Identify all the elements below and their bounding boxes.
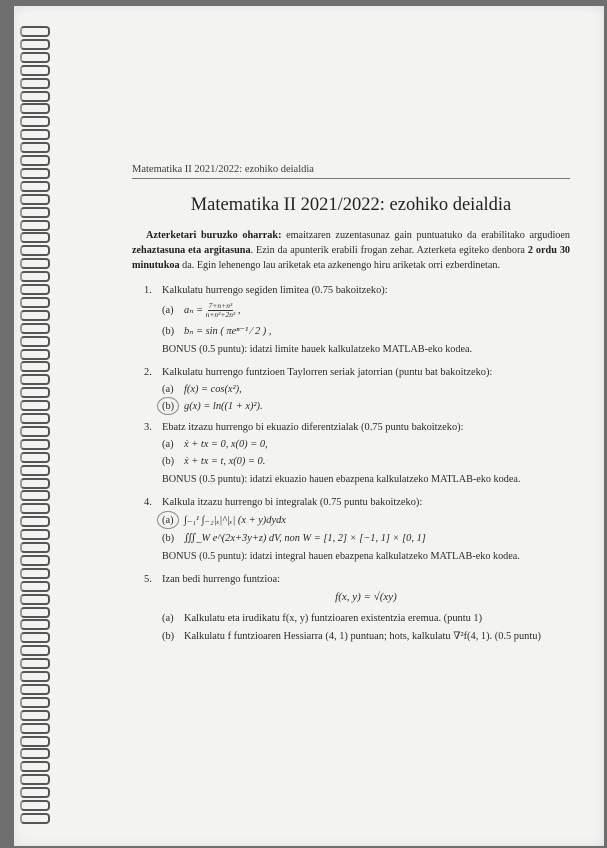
binding-ring — [20, 555, 50, 566]
binding-ring — [20, 116, 50, 127]
binding-ring — [20, 671, 50, 682]
question-text: Kalkulatu hurrengo segiden limitea (0.75 bakoitzeko): — [162, 285, 388, 296]
math-expression: bₙ = sin ( πeⁿ⁻¹ ⁄ 2 ) , — [184, 326, 272, 337]
binding-ring — [20, 645, 50, 656]
binding-ring — [20, 439, 50, 450]
binding-ring — [20, 426, 50, 437]
binding-ring — [20, 568, 50, 579]
binding-ring — [20, 774, 50, 785]
binding-ring — [20, 503, 50, 514]
math-expression: ẋ + tx = 0, x(0) = 0, — [184, 439, 268, 450]
question-3 — [132, 422, 570, 487]
subquestion-3a — [162, 439, 570, 450]
question-text: Izan bedi hurrengo funtzioa: — [162, 574, 281, 585]
math-suffix: , — [237, 304, 241, 316]
math-expression: f(x) = cos(x²), — [184, 384, 242, 395]
binding-ring — [20, 452, 50, 463]
notice-lead: Azterketari buruzko oharrak: — [146, 230, 282, 241]
subquestion-2b — [162, 401, 570, 412]
binding-ring — [20, 232, 50, 243]
sub-label: (b) — [162, 401, 175, 412]
binding-ring — [20, 194, 50, 205]
fraction-numerator: 7+n+n³ — [208, 301, 233, 310]
binding-ring — [20, 542, 50, 553]
subquestion-text: Kalkulatu eta irudikatu f(x, y) funtzioaren existentzia eremua. (puntu 1) — [184, 613, 483, 624]
subquestion-3b — [162, 456, 570, 467]
running-head: Matematika II 2021/2022: ezohiko deialdia — [132, 164, 570, 179]
binding-ring — [20, 207, 50, 218]
binding-ring — [20, 490, 50, 501]
binding-ring — [20, 594, 50, 605]
subquestion-4a — [162, 514, 570, 526]
binding-ring — [20, 684, 50, 695]
question-list — [132, 285, 570, 642]
question-number: 3. — [144, 422, 152, 433]
binding-ring — [20, 413, 50, 424]
binding-ring — [20, 619, 50, 630]
document-page — [14, 6, 604, 846]
binding-ring — [20, 336, 50, 347]
sub-label: (a) — [162, 304, 174, 316]
binding-ring — [20, 168, 50, 179]
sub-label: (b) — [162, 631, 175, 642]
page-title: Matematika II 2021/2022: ezohiko deialdia — [190, 195, 512, 215]
binding-ring — [20, 258, 50, 269]
binding-ring — [20, 748, 50, 759]
math-expression: g(x) = ln((1 + x)²). — [184, 401, 263, 412]
binding-ring — [20, 697, 50, 708]
binding-ring — [20, 710, 50, 721]
sub-label: (a) — [162, 613, 174, 624]
bonus-note: BONUS (0.5 puntu): idatzi ekuazio hauen ebazpena kalkulatzeko MATLAB-eko kodea. — [162, 474, 521, 485]
binding-ring — [20, 271, 50, 282]
binding-ring — [20, 813, 50, 824]
question-2 — [132, 367, 570, 412]
binding-ring — [20, 736, 50, 747]
math-expression: ẋ + tx = t, x(0) = 0. — [184, 456, 266, 467]
question-number: 4. — [144, 497, 152, 508]
binding-ring — [20, 297, 50, 308]
notice-text-1: emaitzaren zuzentasunaz gain puntuatuko da erabilitako argudioen — [281, 230, 570, 241]
notice-text-2: . Ezin da apunterik erabili frogan zehar. Azterketa egiteko denbora — [250, 245, 528, 256]
fraction — [206, 302, 236, 319]
binding-ring — [20, 800, 50, 811]
question-number: 2. — [144, 367, 152, 378]
binding-ring — [20, 310, 50, 321]
exam-notice — [132, 228, 570, 273]
binding-ring — [20, 387, 50, 398]
binding-ring — [20, 155, 50, 166]
question-text: Ebatz itzazu hurrengo bi ekuazio diferentzialak (0.75 puntu bakoitzeko): — [162, 422, 464, 433]
binding-ring — [20, 78, 50, 89]
math-prefix: aₙ = — [184, 304, 206, 316]
binding-ring — [20, 65, 50, 76]
binding-ring — [20, 284, 50, 295]
subquestion-5a — [162, 613, 570, 624]
subquestion-4b — [162, 532, 570, 544]
question-5 — [132, 574, 570, 642]
display-equation: f(x, y) = √(xy) — [335, 591, 397, 603]
notice-bold-2: 2 ordu 30 minutukoa — [132, 245, 571, 271]
binding-ring — [20, 245, 50, 256]
sub-label: (a) — [162, 515, 176, 526]
spiral-binding — [14, 26, 52, 826]
bonus-note: BONUS (0.5 puntu): idatzi limite hauek kalkulatzeko MATLAB-eko kodea. — [162, 344, 473, 355]
question-1 — [132, 285, 570, 357]
binding-ring — [20, 465, 50, 476]
binding-ring — [20, 581, 50, 592]
sub-label: (b) — [162, 456, 175, 467]
subquestion-text: Kalkulatu f funtzioaren Hessiarra (4, 1) puntuan; hots, kalkulatu ∇²f(4, 1). (0.5 puntu) — [184, 631, 541, 642]
binding-ring — [20, 361, 50, 372]
notice-text-3: da. Egin lehenengo lau ariketak eta azkenengo hiru ariketak orri ezberdinetan. — [179, 260, 501, 271]
sub-label: (b) — [162, 326, 175, 337]
sub-label: (a) — [162, 439, 174, 450]
subquestion-2a — [162, 384, 570, 395]
subquestion-5b — [162, 630, 570, 642]
subquestion-1a — [162, 302, 570, 319]
binding-ring — [20, 91, 50, 102]
math-expression: ∭_W e^(2x+3y+z) dV, non W = [1, 2] × [−1, 1] × [0, 1] — [184, 533, 426, 544]
sub-label: (a) — [162, 384, 174, 395]
binding-ring — [20, 39, 50, 50]
binding-ring — [20, 658, 50, 669]
binding-ring — [20, 26, 50, 37]
binding-ring — [20, 632, 50, 643]
binding-ring — [20, 181, 50, 192]
binding-ring — [20, 607, 50, 618]
question-number: 1. — [144, 285, 152, 296]
binding-ring — [20, 478, 50, 489]
binding-ring — [20, 761, 50, 772]
question-number: 5. — [144, 574, 152, 585]
binding-ring — [20, 129, 50, 140]
sub-label: (b) — [162, 533, 175, 544]
question-4 — [132, 497, 570, 564]
binding-ring — [20, 220, 50, 231]
binding-ring — [20, 349, 50, 360]
fraction-denominator: n+n²+2n³ — [205, 310, 236, 319]
content — [132, 164, 570, 652]
binding-ring — [20, 323, 50, 334]
math-expression: ∫₋₁¹ ∫₋₂|ₓ|^|ₓ| (x + y)dydx — [184, 515, 286, 526]
binding-ring — [20, 52, 50, 63]
binding-ring — [20, 400, 50, 411]
binding-ring — [20, 374, 50, 385]
notice-bold-1: zehaztasuna eta argitasuna — [132, 245, 251, 256]
binding-ring — [20, 516, 50, 527]
binding-ring — [20, 142, 50, 153]
binding-ring — [20, 103, 50, 114]
question-text: Kalkulatu hurrengo funtzioen Taylorren seriak jatorrian (puntu bat bakoitzeko): — [162, 367, 493, 378]
question-text: Kalkula itzazu hurrengo bi integralak (0.75 puntu bakoitzeko): — [162, 497, 423, 508]
binding-ring — [20, 723, 50, 734]
binding-ring — [20, 529, 50, 540]
bonus-note: BONUS (0.5 puntu): idatzi integral hauen ebazpena kalkulatzeko MATLAB-eko kodea. — [162, 551, 520, 562]
subquestion-1b — [162, 325, 570, 337]
binding-ring — [20, 787, 50, 798]
